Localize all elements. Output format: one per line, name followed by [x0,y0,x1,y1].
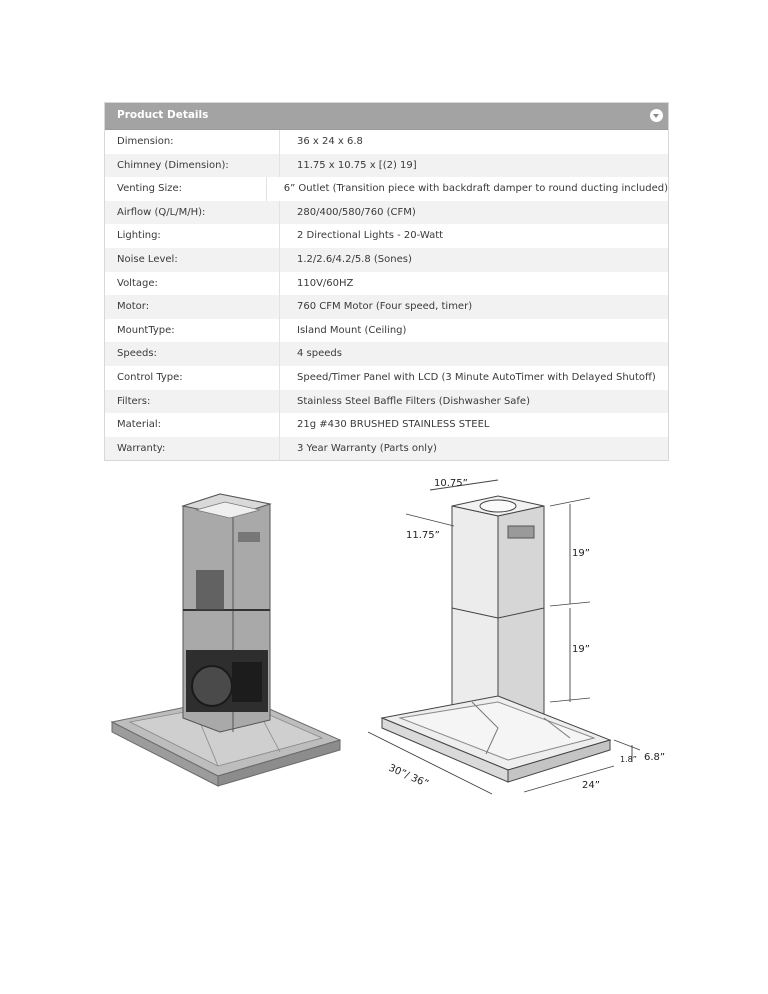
collapse-toggle-icon[interactable] [650,109,663,122]
detail-row [105,130,668,154]
detail-value: 3 Year Warranty (Parts only) [297,442,437,454]
panel-title: Product Details [117,109,209,121]
details-table [105,130,668,460]
detail-value: 11.75 x 10.75 x [(2) 19] [297,159,417,171]
detail-label: Warranty: [105,437,280,461]
detail-value: 2 Directional Lights - 20-Watt [297,230,444,242]
detail-value: Speed/Timer Panel with LCD (3 Minute AutoTimer with Delayed Shutoff) [297,371,656,383]
detail-label: Noise Level: [105,248,280,272]
dim-edge: 1.8” [620,755,637,764]
detail-label: Lighting: [105,224,280,248]
detail-value: 280/400/580/760 (CFM) [297,206,416,218]
detail-label: Material: [105,413,280,437]
detail-label: Venting Size: [105,177,267,201]
detail-label: Airflow (Q/L/M/H): [105,201,280,225]
detail-value: Island Mount (Ceiling) [297,324,407,336]
detail-value: 36 x 24 x 6.8 [297,136,363,147]
dim-upper-chimney: 19” [572,548,590,559]
dim-height: 6.8” [644,752,666,763]
detail-label: Motor: [105,295,280,319]
detail-row [105,177,668,201]
detail-row [105,201,668,225]
detail-row [105,390,668,414]
detail-row [105,248,668,272]
detail-label: Dimension: [105,130,280,154]
detail-row [105,437,668,461]
detail-value: 1.2/2.6/4.2/5.8 (Sones) [297,253,412,265]
detail-value: 760 CFM Motor (Four speed, timer) [297,301,473,313]
product-details-panel [104,102,669,461]
detail-value: 21g #430 BRUSHED STAINLESS STEEL [297,419,490,431]
detail-label: Control Type: [105,366,280,390]
dim-width: 30”/ 36” [386,762,430,790]
dim-depth: 24” [582,780,600,791]
detail-row [105,224,668,248]
detail-label: Chimney (Dimension): [105,154,280,178]
detail-label: Speeds: [105,342,280,366]
detail-value: 4 speeds [297,348,342,360]
detail-value: Stainless Steel Baffle Filters (Dishwasher Safe) [297,395,530,407]
panel-header[interactable] [105,103,668,130]
dim-top-depth: 11.75” [406,530,440,541]
detail-row [105,342,668,366]
detail-row [105,413,668,437]
dim-lower-chimney: 19” [572,644,590,655]
hood-xray-illustration [112,494,340,786]
range-hood-drawings [100,470,680,810]
detail-label: Filters: [105,390,280,414]
detail-row [105,366,668,390]
detail-value: 6” Outlet (Transition piece with backdraft damper to round ducting included) [283,183,668,195]
dim-top-width: 10.75” [434,478,468,489]
detail-value: 110V/60HZ [297,277,354,289]
detail-row [105,295,668,319]
hood-dimension-drawing [368,480,640,794]
product-diagram [100,470,680,810]
detail-label: MountType: [105,319,280,343]
detail-row [105,272,668,296]
detail-row [105,319,668,343]
detail-row [105,154,668,178]
detail-label: Voltage: [105,272,280,296]
